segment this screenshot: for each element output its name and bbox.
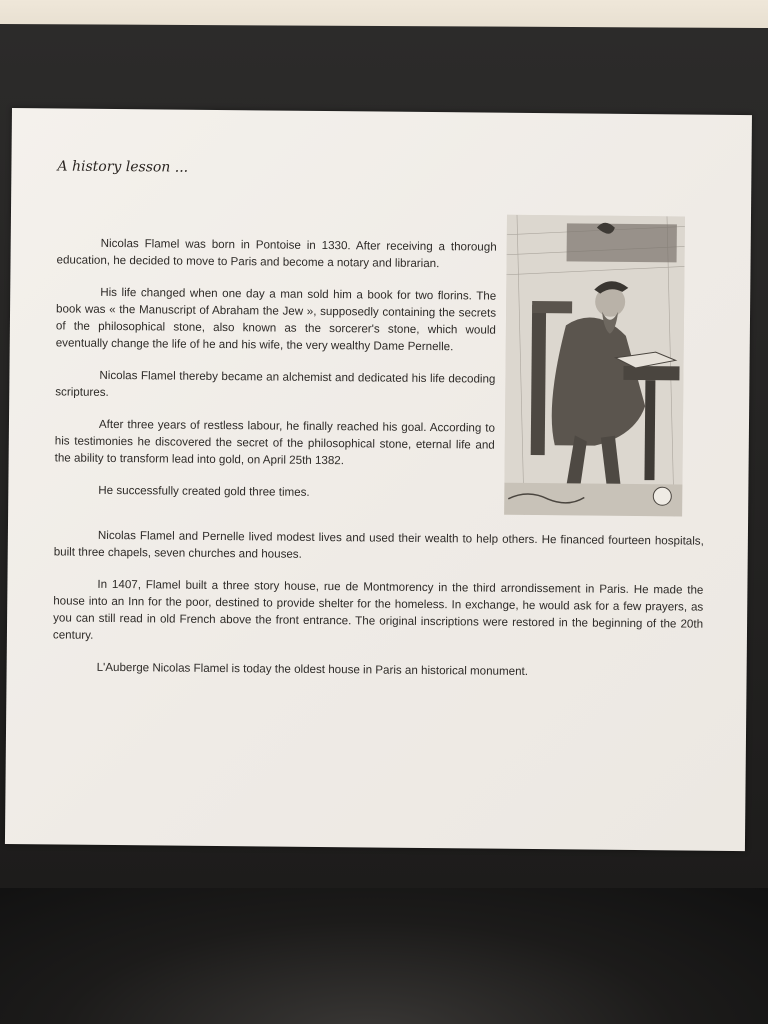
history-sheet	[5, 108, 752, 851]
foreground-shadow	[0, 888, 768, 1024]
engraving-scholar-at-desk-icon	[504, 215, 685, 517]
paragraph: After three years of restless labour, he finally reached his goal. According to his testimonies he discovered the secret of the philosophical stone, eternal life and the ability to transform lead into gold, on April 25th 1382.	[54, 417, 496, 468]
sheet-heading: A history lesson ...	[57, 158, 189, 176]
paragraph: Nicolas Flamel thereby became an alchemist and dedicated his life decoding scriptures.	[55, 368, 496, 399]
text-column-beside-image	[54, 234, 497, 517]
paragraph: He successfully created gold three times.	[98, 483, 310, 499]
paragraph: Nicolas Flamel was born in Pontoise in 1330. After receiving a thorough education, he decided to move to Paris and become a notary and librarian.	[56, 236, 497, 271]
text-column-full-width	[52, 526, 704, 696]
paragraph: Nicolas Flamel and Pernelle lived modest lives and used their wealth to help others. He financed fourteen hospitals, built three chapels, seven churches and houses.	[53, 528, 704, 561]
paragraph: In 1407, Flamel built a three story house, rue de Montmorency in the third arrondissement in Paris. He made the house into an Inn for the poor, destined to provide shelter for the homeless. In exchange, he would ask for a few prayers, as you can still read in old French above the front entrance. The original inscriptions were restored in the beginning of the 20th century.	[52, 577, 704, 642]
paragraph: L'Auberge Nicolas Flamel is today the oldest house in Paris an historical monument.	[96, 660, 529, 678]
paragraph: His life changed when one day a man sold him a book for two florins. The book was « the Manuscript of Abraham the Jew », supposedly containing the secrets of the philosophical stone, also known as the sorcerer's stone, which would eventually change the life of he and his wife, the very wealthy Dame Pernelle.	[55, 285, 497, 354]
